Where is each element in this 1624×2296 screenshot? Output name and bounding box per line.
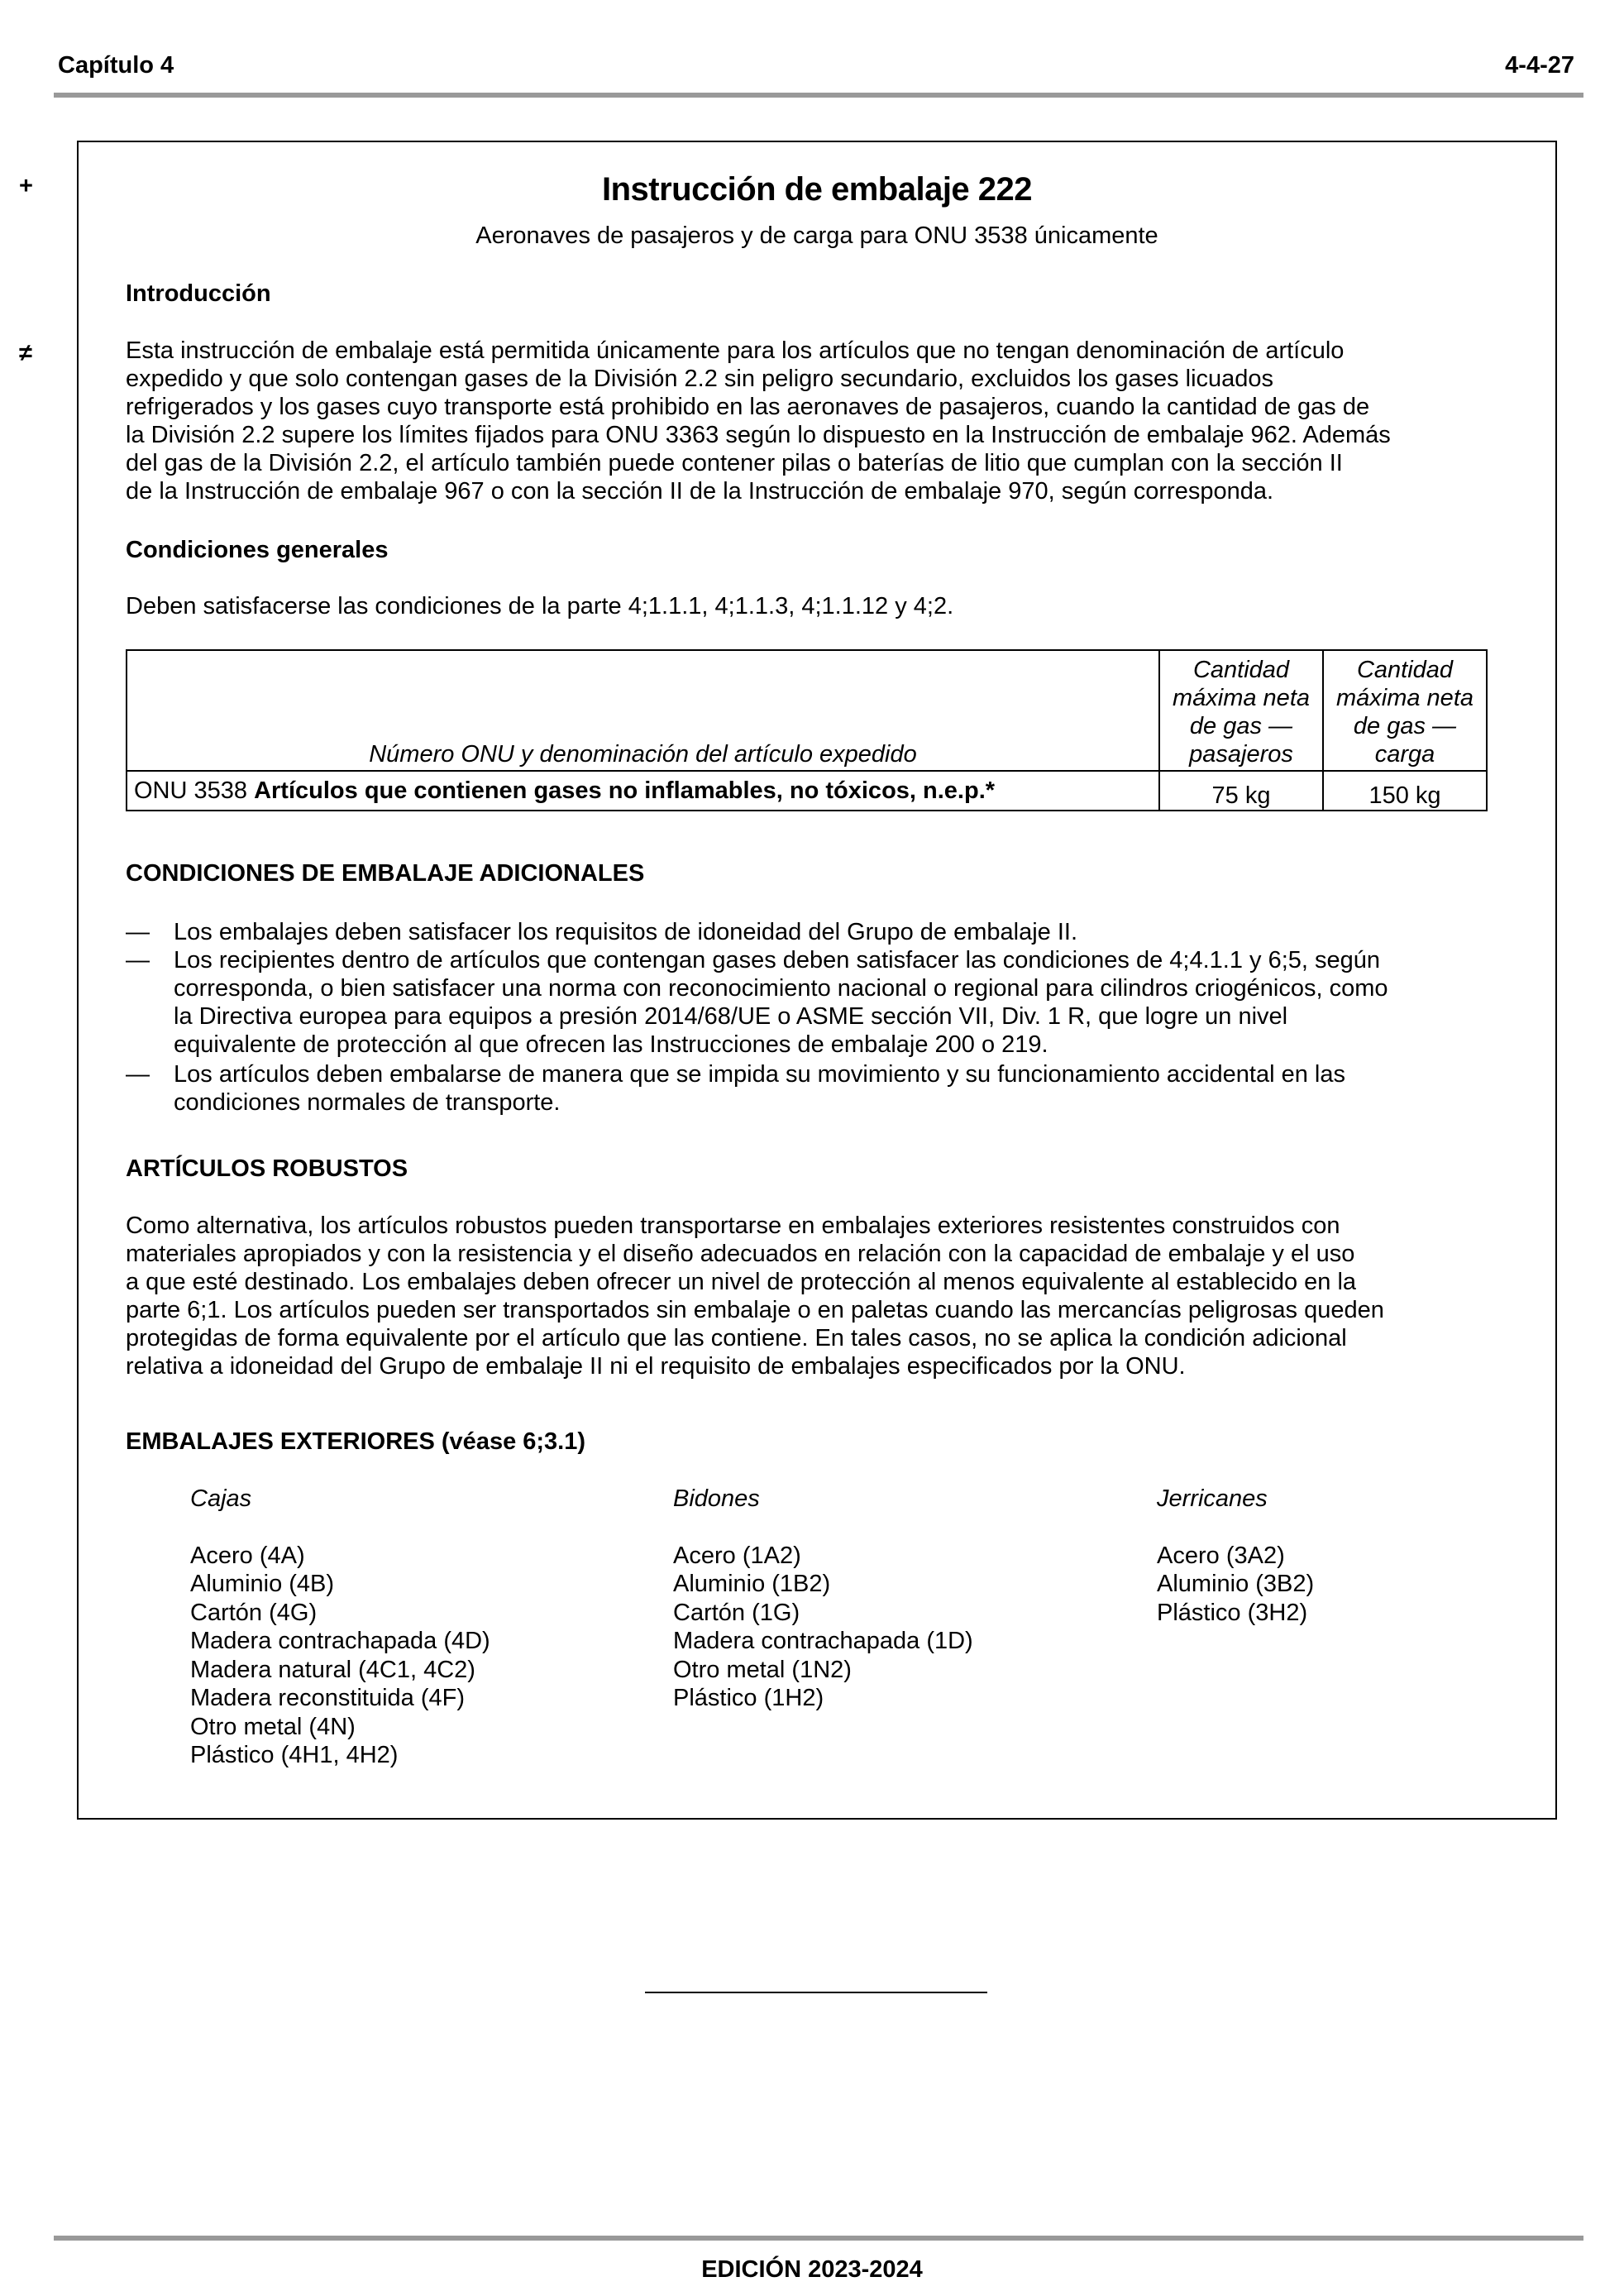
page-title: Instrucción de embalaje 222 <box>601 171 1033 208</box>
intro-line: la División 2.2 supere los límites fijados para ONU 3363 según lo dispuesto en la Instrucción de embalaje 962. Además <box>126 422 1391 448</box>
dash-bullet: — <box>126 919 150 945</box>
intro-heading: Introducción <box>126 280 271 307</box>
un-number: ONU 3538 <box>134 777 248 804</box>
condition-item <box>174 1060 1512 1117</box>
robust-line: parte 6;1. Los artículos pueden ser transportados sin embalaje o en paletas cuando las mercancías peligrosas queden <box>126 1297 1384 1323</box>
list-item: Cartón (4G) <box>190 1599 318 1626</box>
page-subtitle: Aeronaves de pasajeros y de carga para ONU 3538 únicamente <box>475 222 1158 249</box>
header-cargo <box>1323 650 1487 771</box>
header-cargo-line: máxima neta <box>1335 685 1474 711</box>
column-title: Cajas <box>190 1485 252 1512</box>
list-item: Madera reconstituida (4F) <box>190 1685 466 1711</box>
table-row <box>127 771 1487 811</box>
column-title: Jerricanes <box>1157 1485 1268 1512</box>
intro-line: del gas de la División 2.2, el artículo también puede contener pilas o baterías de litio que cumplan con la sección II <box>126 450 1343 476</box>
list-item: Madera contrachapada (1D) <box>673 1628 973 1654</box>
outer-packagings-heading: EMBALAJES EXTERIORES (véase 6;3.1) <box>126 1428 586 1455</box>
robust-line: Como alternativa, los artículos robustos pueden transportarse en embalajes exteriores resistentes construidos con <box>126 1213 1340 1239</box>
article-name: Artículos que contienen gases no inflamables, no tóxicos, n.e.p.* <box>254 777 996 804</box>
margin-mark-neq: ≠ <box>19 340 32 366</box>
condition-line: condiciones normales de transporte. <box>174 1089 561 1116</box>
condition-item <box>174 946 1512 1059</box>
robust-line: protegidas de forma equivalente por el artículo que las contiene. En tales casos, no se aplica la condición adicional <box>126 1325 1347 1351</box>
list-item: Acero (1A2) <box>673 1542 801 1569</box>
header-rule <box>54 93 1583 98</box>
condition-line: equivalente de protección al que ofrecen las Instrucciones de embalaje 200 o 219. <box>174 1031 1048 1058</box>
intro-line: de la Instrucción de embalaje 967 o con la sección II de la Instrucción de embalaje 970, según corresponda. <box>126 478 1274 505</box>
header-cargo-line: Cantidad <box>1356 657 1454 683</box>
robust-line: a que esté destinado. Los embalajes deben ofrecer un nivel de protección al menos equivalente al establecido en la <box>126 1269 1357 1295</box>
list-item: Otro metal (1N2) <box>673 1656 852 1683</box>
footer-rule <box>54 2236 1583 2241</box>
list-item: Plástico (4H1, 4H2) <box>190 1742 399 1768</box>
robust-line: materiales apropiados y con la resistencia y el diseño adecuados en relación con la capacidad de embalaje y el uso <box>126 1241 1355 1267</box>
condition-line: corresponda, o bien satisfacer una norma con reconocimiento nacional o regional para cilindros criogénicos, como <box>174 975 1388 1002</box>
end-rule <box>645 1992 987 1993</box>
list-item: Acero (4A) <box>190 1542 305 1569</box>
header-passenger <box>1159 650 1323 771</box>
condition-line: Los recipientes dentro de artículos que contengan gases deben satisfacer las condiciones de 4;4.1.1 y 6;5, según <box>174 947 1381 973</box>
list-item: Cartón (1G) <box>673 1599 800 1626</box>
header-cargo-line: de gas — <box>1353 713 1457 739</box>
margin-mark-plus: + <box>19 173 33 199</box>
chapter-label: Capítulo 4 <box>58 52 174 79</box>
robust-articles-text <box>126 1212 1512 1380</box>
list-item: Acero (3A2) <box>1157 1542 1285 1569</box>
header-passenger-line: pasajeros <box>1189 741 1293 768</box>
packaging-column-jerricans <box>1157 1485 1620 1627</box>
list-item: Madera contrachapada (4D) <box>190 1628 490 1654</box>
general-conditions-text: Deben satisfacerse las condiciones de la parte 4;1.1.1, 4;1.1.3, 4;1.1.12 y 4;2. <box>126 593 954 619</box>
row-un-name <box>127 771 1159 811</box>
intro-line: expedido y que solo contengan gases de la División 2.2 sin peligro secundario, excluidos los gases licuados <box>126 366 1274 392</box>
header-un-name: Número ONU y denominación del artículo expedido <box>127 650 1159 771</box>
table-header-row <box>127 650 1487 771</box>
condition-item <box>174 918 1512 946</box>
list-item: Aluminio (4B) <box>190 1571 335 1597</box>
edition-label: EDICIÓN 2023-2024 <box>701 2256 923 2283</box>
list-item: Plástico (1H2) <box>673 1685 824 1711</box>
robust-articles-heading: ARTÍCULOS ROBUSTOS <box>126 1155 408 1182</box>
header-passenger-line: Cantidad <box>1192 657 1290 683</box>
packaging-column-drums <box>673 1485 1136 1713</box>
packaging-column-boxes <box>190 1485 653 1770</box>
header-passenger-line: máxima neta <box>1172 685 1310 711</box>
additional-conditions-heading: CONDICIONES DE EMBALAJE ADICIONALES <box>126 860 645 887</box>
intro-line: refrigerados y los gases cuyo transporte está prohibido en las aeronaves de pasajeros, cuando la cantidad de gas de <box>126 394 1370 420</box>
header-cargo-line: carga <box>1374 741 1435 768</box>
list-item: Plástico (3H2) <box>1157 1599 1308 1626</box>
dash-bullet: — <box>126 1061 150 1088</box>
row-cargo-qty: 150 kg <box>1323 771 1487 811</box>
condition-line: la Directiva europea para equipos a presión 2014/68/UE o ASME sección VII, Div. 1 R, que logre un nivel <box>174 1003 1288 1030</box>
general-conditions-heading: Condiciones generales <box>126 537 389 563</box>
condition-line: Los embalajes deben satisfacer los requisitos de idoneidad del Grupo de embalaje II. <box>174 919 1078 945</box>
column-title: Bidones <box>673 1485 760 1512</box>
quantity-table <box>126 649 1488 811</box>
header-passenger-line: de gas — <box>1189 713 1293 739</box>
list-item: Aluminio (3B2) <box>1157 1571 1315 1597</box>
dash-bullet: — <box>126 947 150 973</box>
list-item: Otro metal (4N) <box>190 1713 356 1740</box>
condition-line: Los artículos deben embalarse de manera que se impida su movimiento y su funcionamiento accidental en las <box>174 1061 1345 1088</box>
row-passenger-qty: 75 kg <box>1159 771 1323 811</box>
intro-line: Esta instrucción de embalaje está permitida únicamente para los artículos que no tengan denominación de artículo <box>126 337 1345 364</box>
robust-line: relativa a idoneidad del Grupo de embalaje II ni el requisito de embalajes especificados por la ONU. <box>126 1353 1186 1380</box>
list-item: Aluminio (1B2) <box>673 1571 831 1597</box>
intro-text <box>126 337 1512 505</box>
list-item: Madera natural (4C1, 4C2) <box>190 1656 475 1683</box>
page-number: 4-4-27 <box>1505 52 1574 79</box>
